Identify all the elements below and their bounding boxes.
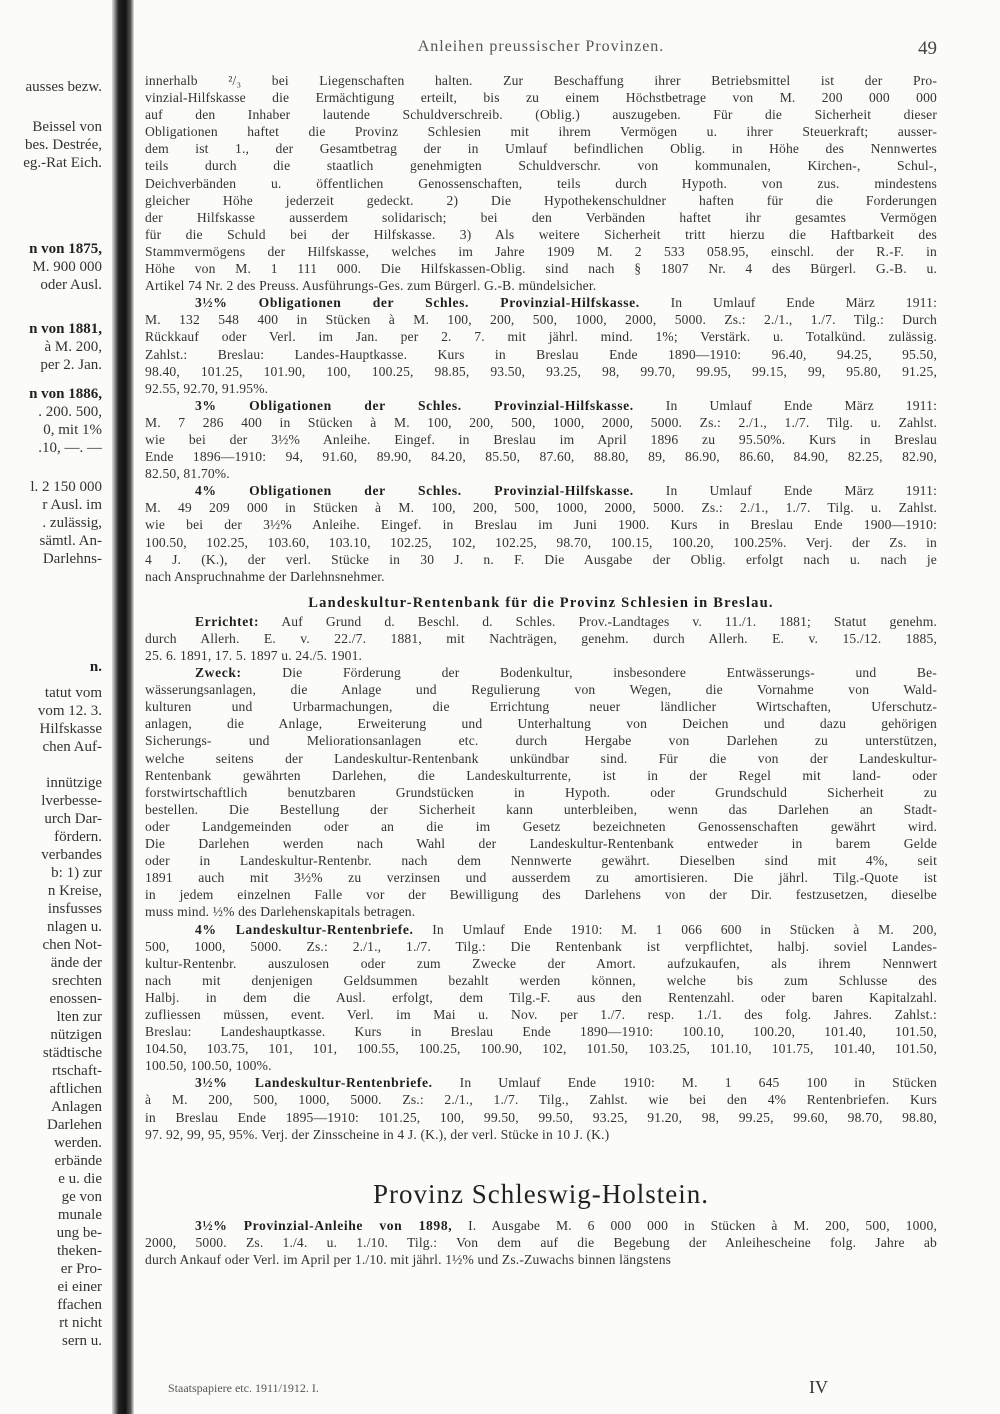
margin-fragment: lverbesse- [41, 793, 102, 809]
intro-paragraph [145, 72, 937, 294]
text-segment: Auf Grund d. Beschl. d. Schles. Prov.-Landtages v. 11./1. 1881; Statut genehm. [281, 613, 937, 629]
text-line: teils durch die staatlich genehmigten Schuldverschr. von kommunalen, Kirchen-, Schul-, [145, 158, 937, 174]
margin-fragment: Hilfskasse [39, 721, 102, 737]
margin-fragment: srechten [52, 973, 102, 989]
text-segment: anlagen, die Anlage, Erweiterung und Unterhaltung von Deichen und dazu gehörigen [145, 716, 937, 732]
text-line: 100.50, 102.25, 103.60, 103.10, 102.25, 102, 102.25, 98.70, 100.15, 100.20, 100.25%. Verj. der Zs. in [145, 534, 937, 550]
text-line: Höhe von M. 1 111 000. Die Hilfskassen-Oblig. sind nach § 1807 Nr. 4 des Bürgerl. G.-B. u. [145, 261, 937, 277]
text-segment: kulturen und Urbarmachungen, die Errichtung neuer ländlicher Wirtschaften, Uferschutz- [145, 699, 937, 715]
provinzial-anleihe-1898 [145, 1217, 937, 1268]
text-line [145, 767, 937, 784]
margin-fragment: ffachen [57, 1297, 102, 1313]
text-line: der Hilfskasse ausserdem solidarisch; bei den Verbänden haftet ihr gesamtes Vermögen [145, 209, 937, 225]
margin-fragment: nlagen u. [47, 919, 102, 935]
text-line: 500, 1000, 5000. Zs.: 2./1., 1./7. Tilg.: Die Rentenbank ist verpflichtet, halbj. soviel Landes- [145, 938, 937, 954]
zweck-block [145, 664, 937, 920]
entry-title: 3½% Obligationen der Schles. Provinzial-Hilfskasse. [195, 295, 640, 311]
margin-fragment: . 200. 500, [38, 404, 102, 420]
margin-fragment: eg.-Rat Eich. [23, 155, 102, 171]
text-line: 97. 92, 99, 95, 95%. Verj. der Zinsscheine in 4 J. (K.), der verl. Stücke in 10 J. (K.) [145, 1126, 610, 1142]
text-line: nach Anspruchnahme der Darlehnsnehmer. [145, 568, 385, 584]
label-errichtet: Errichtet: [195, 613, 260, 629]
text-line: wie bei der 3½% Anleihe. Eingef. in Breslau im April 1896 zu 95.50%. Kurs in Breslau [145, 431, 937, 447]
text-line: wie bei der 3½% Anleihe. Eingef. in Breslau im Juni 1900. Kurs in Breslau Ende 1900—1910: [145, 517, 937, 533]
margin-fragment: .10, —. — [38, 440, 102, 456]
margin-fragment: enossen- [49, 991, 102, 1007]
margin-fragment: n Kreise, [47, 883, 102, 899]
margin-fragment: chen Not- [42, 937, 102, 953]
text-line: in Breslau Ende 1895—1910: 101.25, 100, 99.50, 99.50, 93.25, 91.20, 98, 99.25, 99.60, 98.70, 98.80, [145, 1109, 937, 1125]
text-line [145, 647, 937, 664]
text-line [145, 715, 937, 732]
text-line: Breslau: Landeshauptkasse. Kurs in Breslau Ende 1890—1910: 100.10, 100.20, 101.40, 101.50, [145, 1024, 937, 1040]
text-line: vinzial-Hilfskasse die Ermächtigung erteilt, bis zu einem Höchstbetrage von M. 200 000 000 [145, 90, 937, 106]
margin-fragment: er Pro- [60, 1261, 102, 1277]
text-line: 98.40, 101.25, 101.90, 100, 100.25, 98.85, 93.50, 93.25, 98, 99.70, 99.95, 99.15, 99, 95.80, 91.25, [145, 363, 937, 379]
text-segment: welche seitens der Landeskultur-Rentenbank unkündbar sind. Für die von der Landeskultur- [145, 750, 937, 766]
text-line [145, 613, 937, 630]
entry-title: 4% Obligationen der Schles. Provinzial-Hilfskasse. [195, 483, 634, 499]
text-line: 2000, 5000. Zs. 1./4. u. 1./10. Tilg.: Von dem auf die Begebung der Anleihescheine folg. Jahre ab [145, 1234, 937, 1250]
margin-fragment: à M. 200, [44, 339, 102, 355]
text-segment: muss mind. ½% des Darlehenskapitals betragen. [145, 904, 416, 920]
margin-fragment: b: 1) zur [51, 865, 102, 881]
text-line [145, 835, 937, 852]
page-footer [168, 1377, 828, 1397]
margin-fragment: Darlehns- [42, 551, 102, 567]
signature-mark: IV [809, 1377, 828, 1397]
text-line [145, 801, 937, 818]
margin-fragment: bes. Destrée, [24, 137, 102, 153]
margin-fragment: innützige [46, 775, 102, 791]
margin-fragment: 0, mit 1% [43, 422, 102, 438]
running-title: Anleihen preussischer Provinzen. [417, 38, 665, 55]
text-line: Rückkauf oder Verl. im Jan. per 2. 7. mit jährl. mind. 1%; Verstärk. u. Totalkünd. zulässig. [145, 329, 937, 345]
text-line: kultur-Rentenbr. auszulosen oder zum Zwecke der Amort. aufzukaufen, als ihrem Nennwert [145, 955, 937, 971]
text-line: Artikel 74 Nr. 2 des Preuss. Ausführungs-Ges. zum Bürgerl. G.-B. mündelsicher. [145, 278, 597, 294]
text-line: M. 132 548 400 in Stücken à M. 100, 200, 500, 1000, 2000, 5000. Zs.: 2./1., 1./7. Tilg.: Durch [145, 312, 937, 328]
text-line: Zahlst.: Breslau: Landes-Hauptkasse. Kurs in Breslau Ende 1890—1910: 96.40, 94.25, 95.50, [145, 346, 937, 362]
text-line: dem ist 1., der Gesamtbetrag der in Umlauf befindlichen Oblig. in Höhe des Nennwertes [145, 141, 937, 157]
text-line [145, 886, 937, 903]
text-segment: 1891 auch mit 3½% zu verzinsen und ausserdem zu amortisieren. Die jährl. Tilg.-Quote ist [145, 870, 937, 886]
entry-first-line [145, 921, 937, 938]
text-line [145, 732, 937, 749]
entry-text: In Umlauf Ende März 1911: [665, 483, 937, 499]
entry-text: In Umlauf Ende 1910: M. 1 645 100 in Stücken [459, 1075, 937, 1091]
text-line: M. 7 286 400 in Stücken à M. 100, 200, 500, 1000, 2000, 5000. Zs.: 2./1., 1./7. Tilg. u. Zahlst. [145, 414, 937, 430]
text-segment: wässerungsanlagen, die Anlage und Regulierung von Wegen, die Vornahme von Wald- [145, 682, 937, 698]
text-line [145, 681, 937, 698]
text-line: 104.50, 103.75, 101, 101, 100.55, 100.25, 100.90, 102, 101.50, 103.25, 101.10, 101.75, 101.40, 101.50, [145, 1041, 937, 1057]
text-line [145, 630, 937, 647]
text-line: 82.50, 81.70%. [145, 466, 230, 482]
margin-fragment: tatut vom [44, 685, 102, 701]
text-line [145, 852, 937, 869]
text-line: Halbj. in dem die Ausl. erfolgt, dem Tilg.-F. aus den Rentenzahl. oder baren Kapitalzahl. [145, 989, 937, 1005]
margin-fragment: nützigen [50, 1027, 102, 1043]
section-heading: Landeskultur-Rentenbank für die Provinz Schlesien in Breslau. [308, 594, 774, 611]
entry-first-line [145, 294, 937, 311]
margin-fragment: verbandes [41, 847, 102, 863]
page-number: 49 [918, 38, 937, 59]
text-line: 92.55, 92.70, 91.95%. [145, 380, 269, 396]
margin-fragment: sern u. [62, 1333, 102, 1349]
footer-signature-left: Staatspapiere etc. 1911/1912. I. [168, 1381, 319, 1395]
entry-text: In Umlauf Ende März 1911: [670, 295, 937, 311]
page-gutter [112, 0, 134, 1414]
page-header [145, 38, 937, 60]
label-zweck: Zweck: [195, 665, 242, 681]
margin-fragment: Anlagen [51, 1099, 102, 1115]
entry-first-line [145, 1074, 937, 1091]
margin-fragment: n von 1886, [29, 386, 102, 402]
entry-first-line [145, 397, 937, 414]
text-line: Obligationen haftet die Provinz Schlesien mit ihrem Vermögen u. ihrer Steuerkraft; ausser- [145, 124, 937, 140]
text-line: 100.50, 100.50, 100%. [145, 1058, 272, 1074]
margin-fragment: n von 1881, [29, 321, 102, 337]
margin-fragment: ei einer [57, 1279, 102, 1295]
obligationen-3 [145, 397, 937, 482]
obligationen-3-5 [145, 294, 937, 397]
margin-fragment: chen Auf- [42, 739, 102, 755]
text-segment: bestellen. Die Bestellung der Sicherheit kann unterbleiben, wenn das Darlehen an Stadt- [145, 801, 937, 817]
text-line: Deichverbänden u. öffentlichen Genossenschaften, teils durch Hypoth. von zus. mindestens [145, 175, 937, 191]
margin-fragment: ände der [50, 955, 102, 971]
margin-fragment: ge von [61, 1189, 102, 1205]
text-line [145, 750, 937, 767]
margin-fragment: ung be- [56, 1225, 102, 1241]
margin-fragment: munale [57, 1207, 102, 1223]
margin-fragment: n. [89, 659, 102, 675]
margin-fragment: Beissel von [32, 119, 102, 135]
entry-title: 3% Obligationen der Schles. Provinzial-Hilfskasse. [195, 397, 634, 413]
margin-fragment: insfusses [47, 901, 102, 917]
entry-text: In Umlauf Ende März 1911: [665, 397, 937, 413]
page-body [145, 72, 937, 1268]
margin-fragment: r Ausl. im [42, 497, 102, 513]
text-line: 4 J. (K.), der verl. Stücke in 30 J. n. F. Die Ausgabe der Oblig. erfolgt nach u. nach je [145, 551, 937, 567]
text-line: Ende 1896—1910: 94, 91.60, 89.90, 84.20, 85.50, 87.60, 88.80, 89, 86.90, 86.60, 84.90, 82.25, 82.90, [145, 449, 937, 465]
text-segment: oder in Landeskultur-Rentenbr. nach dem Nennwerte gewährt. Dieselben sind mit 4%, seit [145, 853, 937, 869]
text-line [145, 698, 937, 715]
text-line: à M. 200, 500, 1000, 5000. Zs.: 2./1., 1./7. Tilg., Zahlst. wie bei den 4% Rentenbriefen. Kurs [145, 1092, 937, 1108]
text-line [145, 903, 937, 920]
entry-text: In Umlauf Ende 1910: M. 1 066 600 in Stücken à M. 200, [432, 921, 937, 937]
entry-first-line [145, 482, 937, 499]
left-margin-column [0, 60, 108, 1360]
text-segment: Rentenbank gewährten Darlehen, die Landeskulturrente, ist in der Regel mit land- oder [145, 767, 937, 783]
margin-fragment: ausses bezw. [25, 79, 102, 95]
margin-fragment: e u. die [58, 1171, 102, 1187]
errichtet-block [145, 613, 937, 664]
margin-fragment: per 2. Jan. [40, 357, 102, 373]
entry-title: 4% Landeskultur-Rentenbriefe. [195, 921, 414, 937]
margin-fragment: urch Dar- [44, 811, 102, 827]
text-line: durch Ankauf oder Verl. im April per 1./10. mit jährl. 1½% und Zs.-Zuwachs binnen längstens [145, 1251, 672, 1267]
rentenbriefe-3-5 [145, 1074, 937, 1142]
margin-fragment: oder Ausl. [40, 277, 102, 293]
margin-fragment: rt nicht [59, 1315, 102, 1331]
margin-fragment: theken- [57, 1243, 102, 1259]
text-line: Stammvermögens der Hilfskasse, welches im Jahre 1909 M. 2 533 058.95, einschl. der R.-F. in [145, 243, 937, 259]
text-segment: forstwirtschaftlich benutzbaren Grundstücken in Hypoth. oder Grundschuld Sicherheit zu [145, 784, 937, 800]
province-heading: Provinz Schleswig-Holstein. [373, 1178, 709, 1209]
margin-fragment: städtische [42, 1045, 102, 1061]
margin-fragment: . zulässig, [42, 515, 102, 531]
text-line: auf den Inhaber lautende Schuldverschreib. (Oblig.) auszugeben. Für die Sicherheit dieser [145, 107, 937, 123]
text-segment: Die Förderung der Bodenkultur, insbesondere Entwässerungs- und Be- [282, 665, 937, 681]
text-segment: durch Allerh. E. v. 22./7. 1881, mit Nachträgen, genehm. durch Allerh. E. v. 15./12. 1885, [145, 630, 937, 646]
entry-title: 3½% Landeskultur-Rentenbriefe. [195, 1075, 433, 1091]
margin-fragment: lten zur [56, 1009, 102, 1025]
rentenbriefe-4 [145, 921, 937, 1075]
margin-fragment: M. 900 000 [32, 259, 102, 275]
text-line [145, 784, 937, 801]
text-line: nach mit denjenigen Geldsummen bezahlt werden können, welche bis zum Schlusse des [145, 972, 937, 988]
text-line: für die Schuld bei der Hilfskasse. 3) Als weitere Sicherheit tritt hierzu die Haftbarkeit des [145, 226, 937, 242]
text-segment: Sicherungs- und Meliorationsanlagen etc. durch Hergabe von Darlehen zu unterstützen, [145, 733, 937, 749]
margin-fragment: l. 2 150 000 [30, 479, 102, 495]
margin-fragment: fördern. [54, 829, 102, 845]
margin-fragment: sämtl. An- [39, 533, 102, 549]
margin-fragment: werden. [54, 1135, 102, 1151]
entry-text: I. Ausgabe M. 6 000 000 in Stücken à M. 200, 500, 1000, [468, 1217, 937, 1233]
margin-fragment: rtschaft- [52, 1063, 102, 1079]
entry-first-line [145, 1217, 937, 1234]
text-segment: oder Landgemeinden oder an die im Gesetz bezeichneten Genossenschaften gewährt wird. [145, 818, 937, 834]
entry-title: 3½% Provinzial-Anleihe von 1898, [195, 1217, 453, 1233]
text-segment: Die Darlehen werden nach Wahl der Landeskultur-Rentenbank entweder in barem Gelde [145, 836, 937, 852]
text-line: zufliessen müssen, event. Verl. im Mai u. Nov. per 1./7. resp. 1./1. des folg. Jahres. Zahlst.: [145, 1006, 937, 1022]
margin-fragment: aftlichen [49, 1081, 102, 1097]
margin-fragment: Darlehen [47, 1117, 102, 1133]
text-line [145, 664, 937, 681]
obligationen-4 [145, 482, 937, 585]
text-line: gleicher Höhe jederzeit gedeckt. 2) Die Hypothekenschuldner haften für die Forderungen [145, 192, 937, 208]
margin-fragment: erbände [54, 1153, 102, 1169]
text-segment: 25. 6. 1891, 17. 5. 1897 u. 24./5. 1901. [145, 648, 363, 663]
text-line: M. 49 209 000 in Stücken à M. 100, 200, 500, 1000, 2000, 5000. Zs.: 2./1., 1./7. Tilg. u. Zahlst. [145, 500, 937, 516]
text-line [145, 869, 937, 886]
margin-fragment: vom 12. 3. [37, 703, 102, 719]
text-line: innerhalb ²/₃ bei Liegenschaften halten. Zur Beschaffung ihrer Betriebsmittel ist der Pro- [145, 73, 937, 88]
text-line [145, 818, 937, 835]
margin-fragment: n von 1875, [29, 241, 102, 257]
text-segment: in jedem einzelnen Falle vor der Bewilligung des Darlehens von der Dir. festzusetzen, dieselbe [145, 887, 937, 903]
